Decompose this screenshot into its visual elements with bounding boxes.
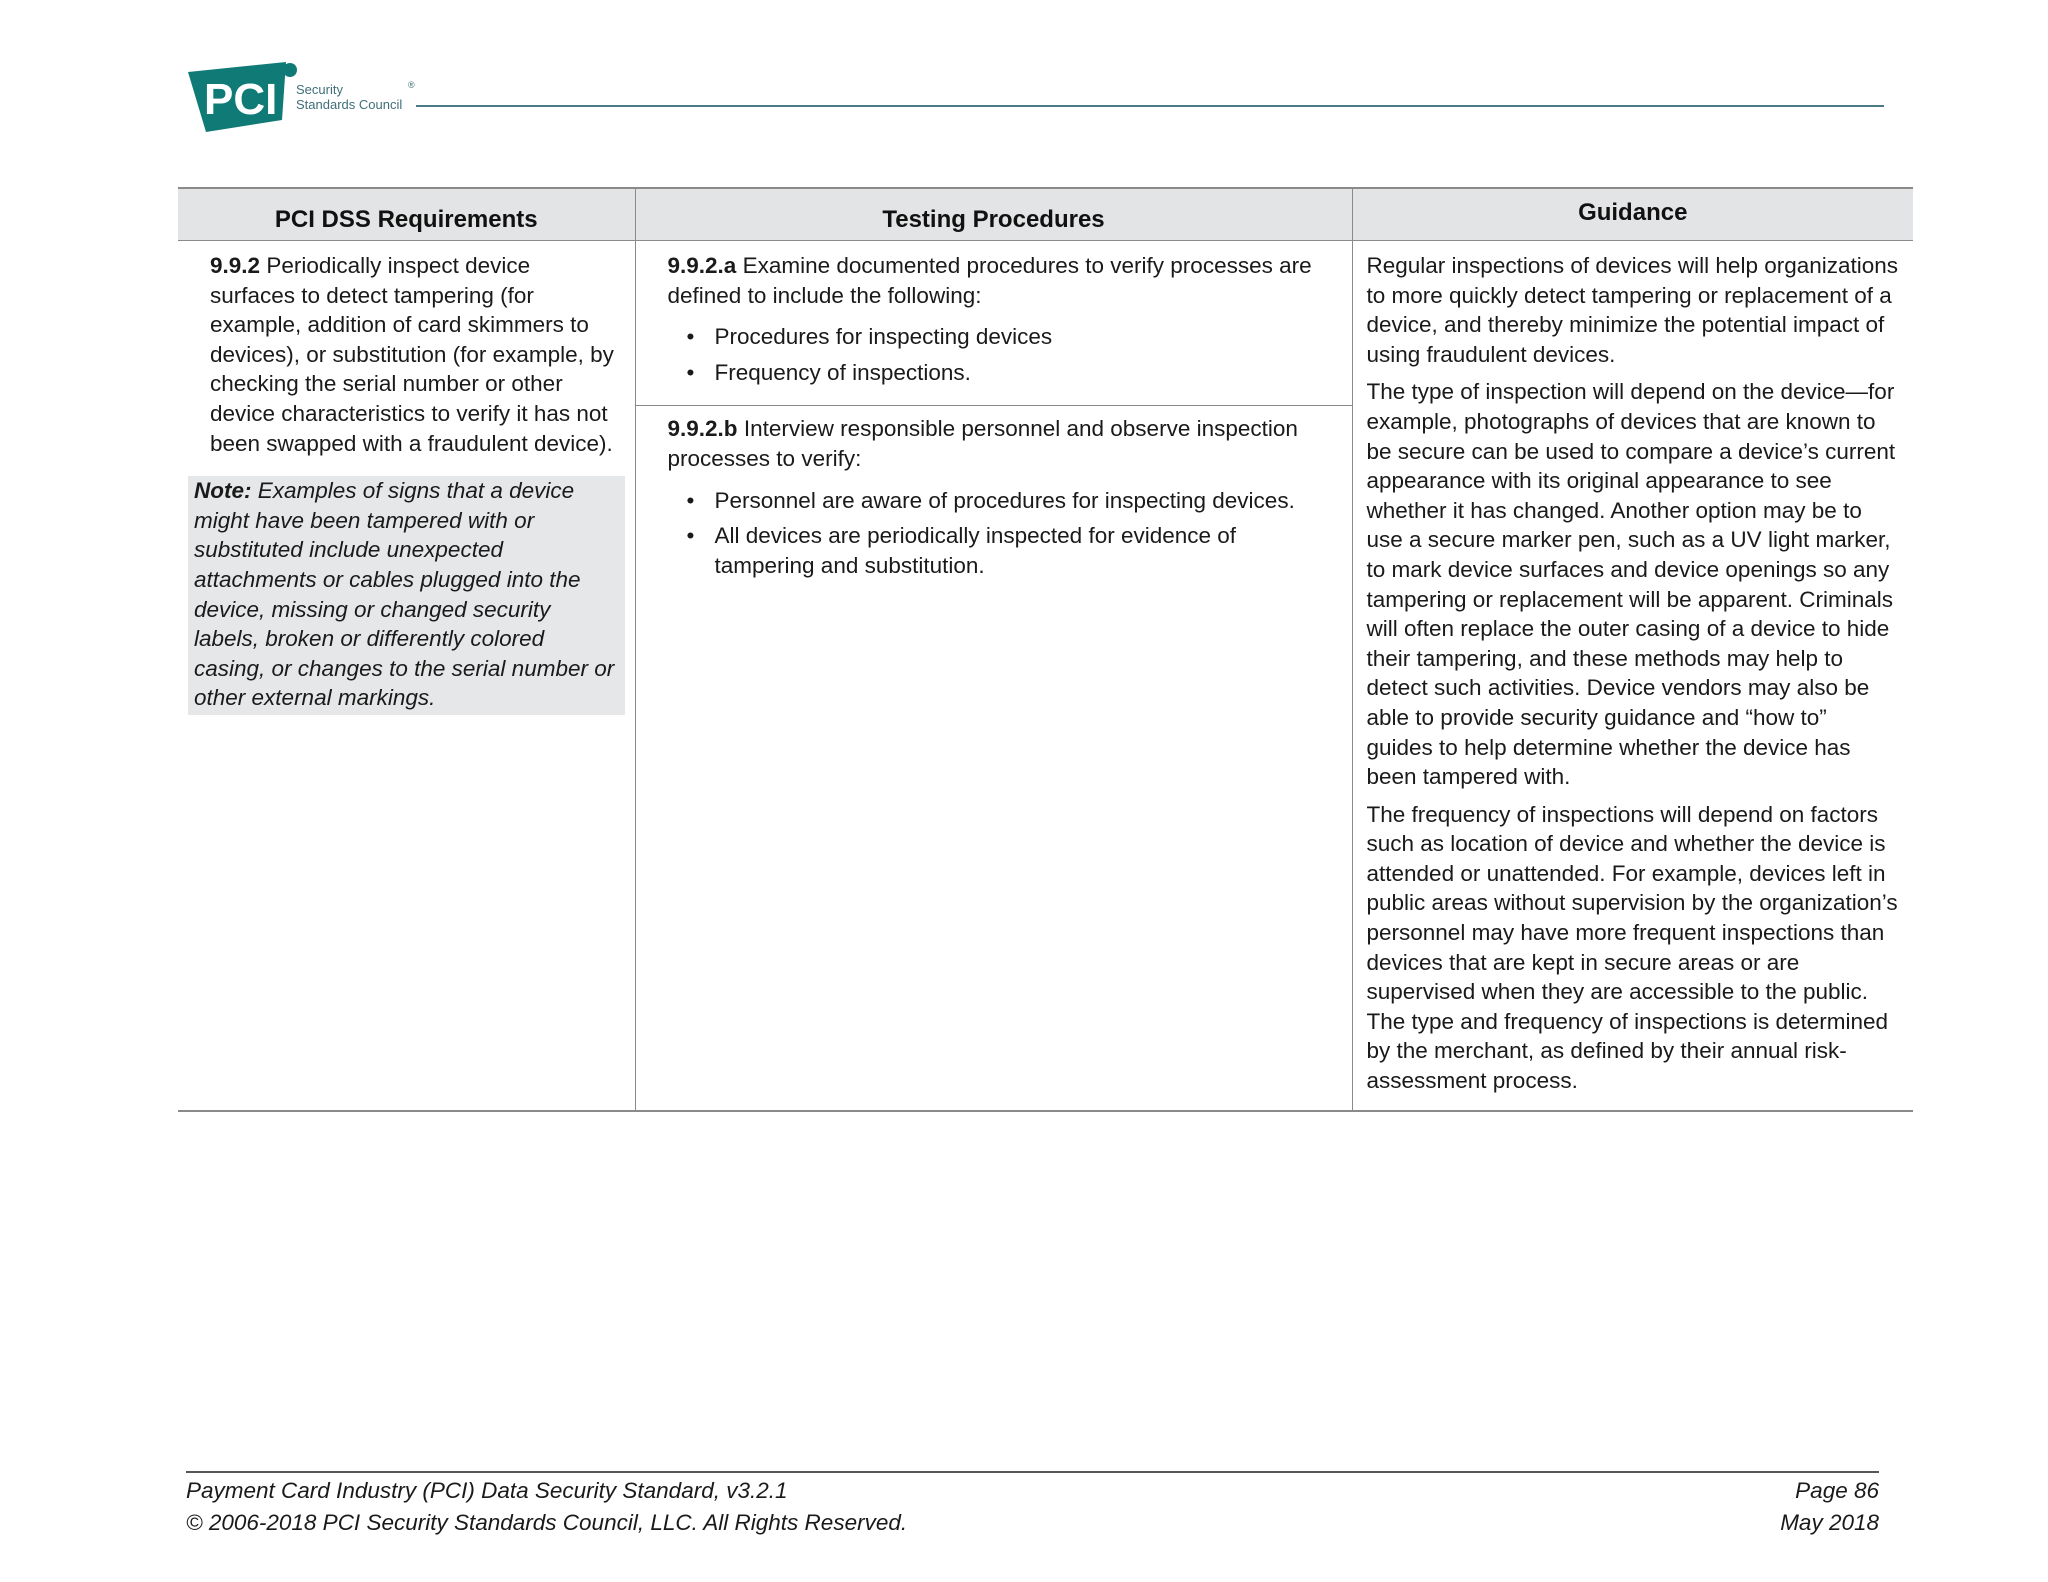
header-testing-procedures: Testing Procedures <box>635 188 1352 241</box>
list-item: • Procedures for inspecting devices <box>668 322 1338 352</box>
note-label: Note: <box>194 478 252 504</box>
page-header <box>186 58 1886 138</box>
procedure-b-id: 9.9.2.b <box>667 416 738 442</box>
table-row <box>178 241 1913 1111</box>
procedure-b <box>636 406 1352 580</box>
procedure-a-text: Examine documented procedures to verify processes are defined to include the following: <box>667 253 1312 308</box>
guidance-cell <box>1352 241 1913 1111</box>
logo-registered: ® <box>408 80 415 90</box>
guidance-paragraph: The type of inspection will depend on the device—for example, photographs of devices that are known to be secure can be used to compare a device’s current appearance with its original appearance to see whether it has changed. Another option may be to use a secure marker pen, such as a UV light marker, to mark device surfaces and device openings so any tampering or replacement will be apparent. Criminals will often replace the outer casing of a device to hide their tampering, and these methods may help to detect such activities. Device vendors may also be able to provide security guidance and “how to” guides to help determine whether the device has been tampered with. <box>1366 379 1896 790</box>
note-text: Examples of signs that a device might have been tampered with or substituted include unexpected attachments or cables plugged into the device, missing or changed security labels, broken or differently colored casing, or changes to the serial number or other external markings. <box>194 478 615 711</box>
procedure-a-list <box>668 322 1338 387</box>
requirement-cell <box>178 241 635 1111</box>
pci-logo <box>186 58 426 138</box>
bullet-icon: • <box>686 523 695 549</box>
header-requirements: PCI DSS Requirements <box>178 188 635 241</box>
footer-date: May 2018 <box>1780 1510 1879 1535</box>
bullet-icon: • <box>686 487 695 513</box>
requirement-body: Periodically inspect device surfaces to detect tampering (for example, addition of card skimmers to devices), or substitution (for example, by checking the serial number or other device characteristics to verify it has not been swapped with a fraudulent device). <box>210 253 614 456</box>
requirements-table <box>178 187 1913 1112</box>
requirement-id: 9.9.2 <box>210 253 261 278</box>
guidance-paragraph: Regular inspections of devices will help organizations to more quickly detect tampering or replacement of a device, and thereby minimize the potential impact of using fraudulent devices. <box>1366 253 1899 367</box>
list-item: • All devices are periodically inspected for evidence of tampering and substitution. <box>686 523 1237 578</box>
requirement-note <box>188 476 625 715</box>
logo-line2: Standards Council <box>296 97 403 112</box>
page-footer <box>186 1471 1879 1539</box>
bullet-icon: • <box>686 324 695 350</box>
logo-mark: PCI <box>204 75 278 124</box>
list-item: • Personnel are aware of procedures for inspecting devices. <box>668 486 1338 516</box>
table-header-row <box>178 188 1913 241</box>
footer-title: Payment Card Industry (PCI) Data Security Standard, v3.2.1 <box>186 1478 788 1503</box>
list-item: • Frequency of inspections. <box>668 358 1338 388</box>
procedure-b-text: Interview responsible personnel and observe inspection processes to verify: <box>667 416 1298 471</box>
requirement-text <box>178 241 635 458</box>
guidance-paragraph: The frequency of inspections will depend on factors such as location of device and whether the device is attended or unattended. For example, devices left in public areas without supervision by the organization’s personnel may have more frequent inspections than devices that are kept in secure areas or are supervised when they are accessible to the public. The type and frequency of inspections is determined by the merchant, as defined by their annual risk-assessment process. <box>1366 801 1898 1094</box>
header-rule <box>416 105 1884 107</box>
footer-page-number: Page 86 <box>1795 1478 1879 1503</box>
procedure-a <box>636 241 1352 406</box>
guidance-text <box>1353 241 1914 1110</box>
procedure-b-list <box>668 486 1338 581</box>
bullet-icon: • <box>686 359 695 385</box>
footer-copyright: © 2006-2018 PCI Security Standards Council, LLC. All Rights Reserved. <box>186 1510 908 1535</box>
logo-line1: Security <box>296 82 343 97</box>
procedure-a-id: 9.9.2.a <box>667 253 737 278</box>
header-guidance: Guidance <box>1352 188 1913 241</box>
testing-procedures-cell <box>635 241 1352 1111</box>
